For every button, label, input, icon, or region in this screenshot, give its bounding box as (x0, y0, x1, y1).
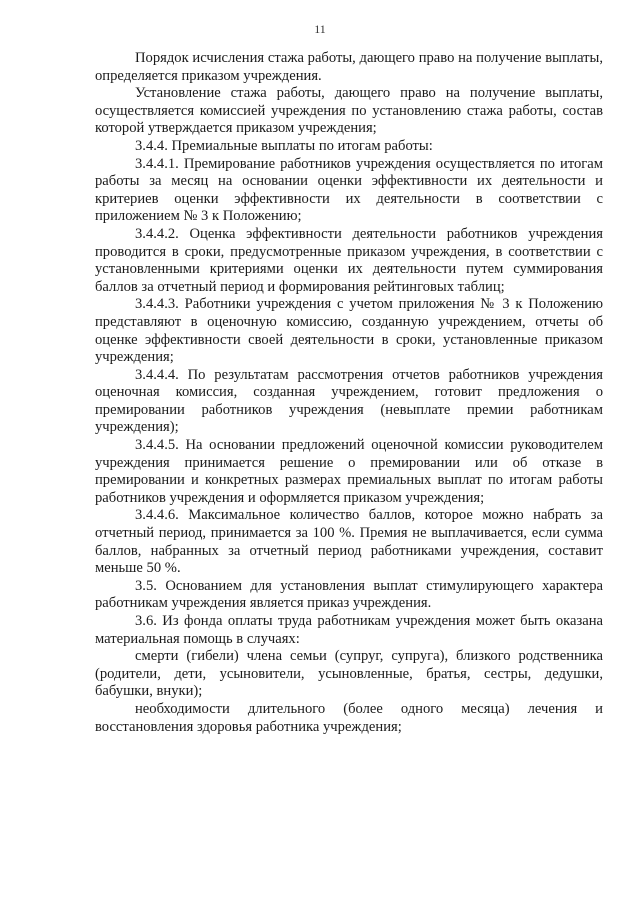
page-number: 11 (314, 22, 326, 36)
paragraph-3-4-4-5: 3.4.4.5. На основании предложений оценочной комиссии руководителем учреждения принимается решение о премировании или об отказе в премировании и конкретных размерах премиальных выплат по итогам работы работников учреждения и оформляется приказом учреждения; (95, 437, 603, 506)
paragraph-3-6: 3.6. Из фонда оплаты труда работникам учреждения может быть оказана материальная помощь в случаях: (95, 613, 603, 647)
paragraph-case-treatment: необходимости длительного (более одного месяца) лечения и восстановления здоровья работника учреждения; (95, 700, 603, 735)
paragraph-3-4-4-4: 3.4.4.4. По результатам рассмотрения отчетов работников учреждения оценочная комиссия, созданная учреждением, готовит предложения о премировании работников учреждения (невыплате премии работникам учреждения); (95, 366, 603, 436)
paragraph-3-4-4-1: 3.4.4.1. Премирование работников учреждения осуществляется по итогам работы за месяц на основании оценки эффективности их деятельности и критериев оценки эффективности их деятельности в соответствии с приложением № 3 к Положению; (95, 155, 603, 225)
paragraph-3-5: 3.5. Основанием для установления выплат стимулирующего характера работникам учреждения является приказ учреждения. (95, 577, 603, 612)
paragraph-3-4-4-heading: 3.4.4. Премиальные выплаты по итогам работы: (135, 137, 433, 154)
paragraph-3-4-4-3: 3.4.4.3. Работники учреждения с учетом приложения № 3 к Положению представляют в оценочную комиссию, созданную учреждением, отчеты об оценке эффективности своей деятельности в сроки, установленные приказом учреждения; (95, 296, 603, 366)
paragraph-3-4-4-6: 3.4.4.6. Максимальное количество баллов, которое можно набрать за отчетный период, принимается за 100 %. Премия не выплачивается, если сумма баллов, набранных за отчетный период работниками учреждения, составит меньше 50 %. (95, 507, 603, 577)
document-body (95, 50, 603, 736)
paragraph-case-death: смерти (гибели) члена семьи (супруг, супруга), близкого родственника (родители, дети, усыновители, усыновленные, братья, сестры, дедушки, бабушки, внуки); (95, 648, 603, 700)
paragraph-experience-commission: Установление стажа работы, дающего право на получение выплаты, осуществляется комиссией учреждения по установлению стажа работы, состав которой утверждается приказом учреждения; (95, 85, 603, 137)
paragraph-3-4-4-2: 3.4.4.2. Оценка эффективности деятельности работников учреждения проводится в сроки, предусмотренные приказом учреждения, в соответствии с установленными критериями оценки их деятельности путем суммирования баллов за отчетный период и формирования рейтинговых таблиц; (95, 225, 603, 295)
paragraph-experience-calculation: Порядок исчисления стажа работы, дающего право на получение выплаты, определяется приказом учреждения. (95, 50, 603, 84)
